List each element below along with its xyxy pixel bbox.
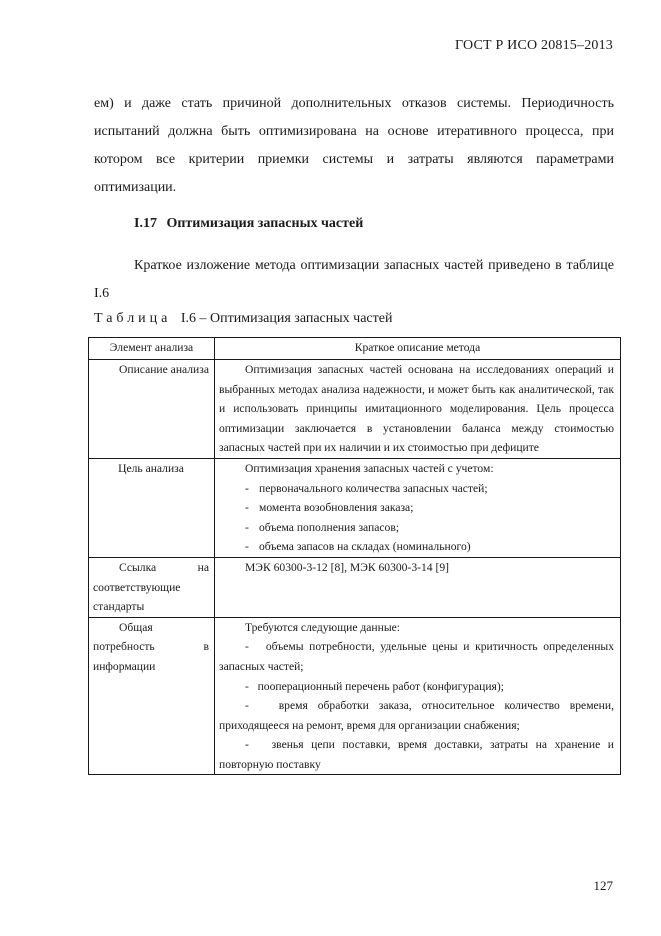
list-marker: -: [245, 679, 249, 693]
row-element-cell: [89, 557, 215, 617]
table-row: [89, 617, 621, 775]
table-row: [89, 458, 621, 557]
row-element-cell: [89, 360, 215, 459]
list-item-text: объема запасов на складах (номинального): [259, 540, 471, 554]
section-paragraph: Краткое изложение метода оптимизации запасных частей приведено в таблице I.6: [94, 258, 614, 301]
list-item-text: момента возобновления заказа;: [259, 501, 414, 515]
list-marker: -: [245, 481, 249, 495]
table-header-element: Элемент анализа: [89, 338, 215, 360]
table-row: [89, 360, 621, 459]
row-description-text: Требуются следующие данные:: [245, 620, 400, 634]
list-item-text: первоначального количества запасных частей;: [259, 481, 488, 495]
section-heading: [134, 216, 363, 232]
row-description-text: Оптимизация запасных частей основана на исследованиях операций и выбранных методах анализа надежности, и может быть как аналитической, так и использовать принципы имитационного моделирования. Цель процесса оптимизации заключается в установлении баланса между стоимостью запасных частей при их наличии и их стоимостью при дефиците: [219, 363, 614, 455]
row-description-cell: [215, 617, 621, 775]
list-item: [219, 735, 614, 774]
row-description-cell: [215, 360, 621, 459]
list-item: [219, 537, 614, 557]
table-header-description: Краткое описание метода: [215, 338, 621, 360]
row-description-cell: [215, 458, 621, 557]
list-marker: -: [245, 520, 249, 534]
list-item-text: пооперационный перечень работ (конфигурация);: [257, 679, 504, 693]
list-marker: -: [245, 699, 249, 713]
row-description-text: Оптимизация хранения запасных частей с учетом:: [245, 461, 494, 475]
row-element-text: Общая потребность в информации: [93, 620, 209, 673]
page-number: 127: [593, 878, 613, 893]
row-element-text: Цель анализа: [118, 461, 184, 475]
row-element-cell: [89, 458, 215, 557]
list-marker: -: [245, 501, 249, 515]
list-item-text: время обработки заказа, относительное количество времени, приходящееся на ремонт, время для организации снабжения;: [219, 699, 614, 732]
table-caption-label: Таблица: [94, 311, 172, 326]
row-description-cell: [215, 557, 621, 617]
table-row: [89, 557, 621, 617]
document-code-header: ГОСТ Р ИСО 20815–2013: [455, 38, 613, 53]
list-item: [219, 479, 614, 499]
row-description-text: МЭК 60300-3-12 [8], МЭК 60300-3-14 [9]: [245, 560, 450, 574]
list-item: [219, 498, 614, 518]
row-element-text: Ссылка на соответствующие стандарты: [93, 560, 209, 614]
table-header-row: [89, 338, 621, 360]
table-caption: [94, 311, 392, 327]
intro-paragraph: ем) и даже стать причиной дополнительных отказов системы. Периодичность испытаний должна быть оптимизирована на основе итеративного процесса, при котором все критерии приемки системы и затраты являются параметрами оптимизации.: [94, 96, 614, 195]
list-item: [219, 677, 614, 697]
table-caption-text: I.6 – Оптимизация запасных частей: [180, 311, 393, 326]
list-marker: -: [245, 738, 249, 752]
list-item: [219, 696, 614, 735]
list-item-text: объема пополнения запасов;: [259, 520, 400, 534]
list-item-text: объемы потребности, удельные цены и критичность определенных запасных частей;: [219, 640, 615, 673]
list-item: [219, 518, 614, 538]
list-item: [219, 637, 614, 676]
list-marker: -: [245, 640, 249, 654]
spare-parts-table: [88, 337, 621, 775]
list-marker: -: [245, 540, 249, 554]
section-number: I.17: [134, 216, 157, 231]
section-title: Оптимизация запасных частей: [166, 216, 364, 231]
row-element-cell: [89, 617, 215, 775]
row-element-text: Описание анализа: [119, 363, 209, 376]
list-item-text: звенья цепи поставки, время доставки, затраты на хранение и повторную поставку: [219, 738, 614, 771]
